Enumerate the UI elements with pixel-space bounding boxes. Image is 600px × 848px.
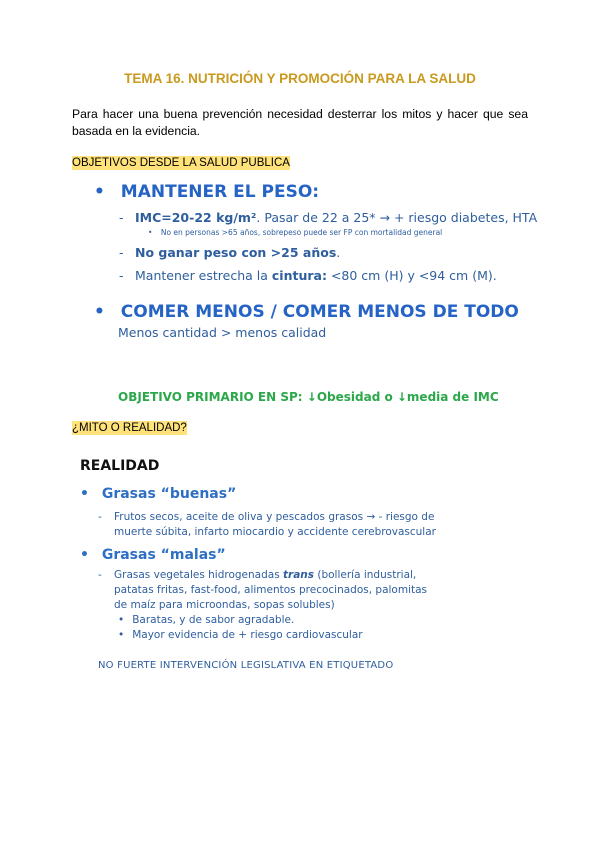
- grasas-malas-heading: [80, 547, 226, 563]
- mantener-heading: [94, 182, 319, 202]
- imc-note: [148, 228, 442, 237]
- grasas-buenas-body: [98, 510, 436, 540]
- dash-icon: -: [98, 511, 102, 523]
- buenas-line1: Frutos secos, aceite de oliva y pescados grasos → - riesgo de: [114, 511, 435, 523]
- grasas-buenas-text: Grasas “buenas”: [101, 486, 237, 502]
- imc-line: [119, 210, 537, 225]
- comer-heading: [94, 302, 519, 322]
- comer-sub: Menos cantidad > menos calidad: [118, 325, 327, 340]
- malas-line3: de maíz para microondas, sopas solubles): [114, 599, 335, 611]
- malas-line1-post: (bollería industrial,: [314, 569, 417, 581]
- grasas-malas-text: Grasas “malas”: [101, 547, 226, 563]
- cintura-pre: Mantener estrecha la: [135, 268, 272, 283]
- no-fuerte-note: NO FUERTE INTERVENCIÓN LEGISLATIVA EN ETIQUETADO: [98, 660, 394, 671]
- small-bullet-icon: •: [148, 228, 153, 237]
- realidad-heading: REALIDAD: [80, 458, 160, 474]
- grasas-malas-body: [98, 568, 427, 643]
- dash-icon: -: [119, 245, 124, 260]
- dash-icon: -: [98, 569, 102, 581]
- malas-line2: patatas fritas, fast-food, alimentos precocinados, palomitas: [114, 584, 428, 596]
- malas-sub1: Baratas, y de sabor agradable.: [132, 614, 295, 626]
- no-ganar-line: [119, 245, 340, 260]
- bullet-icon: •: [94, 182, 105, 202]
- objetivos-heading: [72, 153, 290, 171]
- malas-sub2: Mayor evidencia de + riesgo cardiovascular: [132, 629, 363, 641]
- mito-heading: [72, 418, 187, 436]
- cintura-line: [119, 268, 497, 283]
- grasas-buenas-heading: [80, 486, 236, 502]
- cintura-bold: cintura:: [271, 268, 327, 283]
- dash-icon: -: [119, 268, 124, 283]
- page-title: TEMA 16. NUTRICIÓN Y PROMOCIÓN PARA LA SALUD: [124, 71, 476, 86]
- malas-trans: trans: [283, 569, 315, 581]
- bullet-icon: •: [80, 486, 89, 502]
- bullet-icon: •: [94, 302, 105, 322]
- buenas-line2: muerte súbita, infarto miocardio y accidente cerebrovascular: [114, 526, 436, 538]
- small-bullet-icon: •: [118, 614, 125, 626]
- mantener-heading-text: MANTENER EL PESO:: [120, 182, 320, 202]
- no-ganar-bold: No ganar peso con >25 años: [135, 245, 337, 260]
- cintura-post: <80 cm (H) y <94 cm (M).: [326, 268, 497, 283]
- mito-heading-text: ¿MITO O REALIDAD?: [72, 422, 187, 434]
- small-bullet-icon: •: [118, 629, 125, 641]
- no-ganar-dot: .: [336, 245, 341, 260]
- imc-bold: IMC=20-22 kg/m²: [135, 210, 257, 225]
- malas-line1-pre: Grasas vegetales hidrogenadas: [114, 569, 284, 581]
- objetivos-heading-text: OBJETIVOS DESDE LA SALUD PUBLICA: [72, 157, 290, 169]
- objetivo-primario: OBJETIVO PRIMARIO EN SP: ↓Obesidad o ↓media de IMC: [118, 390, 499, 404]
- intro-paragraph: Para hacer una buena prevención necesidad desterrar los mitos y hacer que sea basada en la evidencia.: [72, 107, 528, 138]
- dash-icon: -: [119, 210, 124, 225]
- bullet-icon: •: [80, 547, 89, 563]
- comer-heading-text: COMER MENOS / COMER MENOS DE TODO: [120, 302, 519, 322]
- imc-note-text: No en personas >65 años, sobrepeso puede ser FP con mortalidad general: [160, 228, 443, 237]
- imc-rest: . Pasar de 22 a 25* → + riesgo diabetes, HTA: [256, 210, 538, 225]
